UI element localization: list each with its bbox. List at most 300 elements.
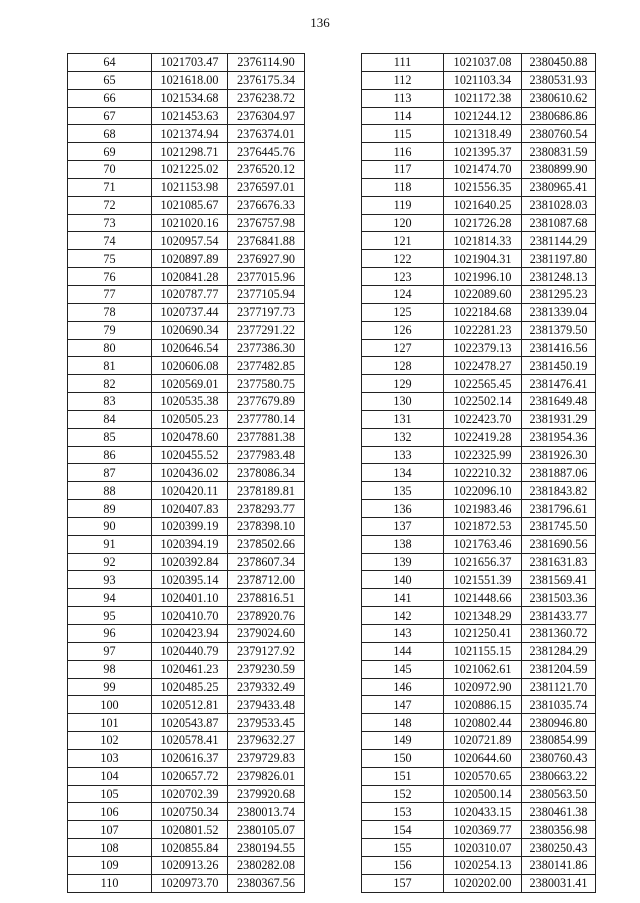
y-coordinate-cell: 2381569.41 <box>522 571 596 589</box>
x-coordinate-cell: 1020455.52 <box>152 446 228 464</box>
y-coordinate-cell: 2377580.75 <box>228 375 305 393</box>
y-coordinate-cell: 2380610.62 <box>522 89 596 107</box>
point-number-cell: 126 <box>362 321 444 339</box>
table-row <box>362 339 596 357</box>
y-coordinate-cell: 2380899.90 <box>522 161 596 179</box>
x-coordinate-cell: 1021395.37 <box>444 143 522 161</box>
x-coordinate-cell: 1020787.77 <box>152 285 228 303</box>
x-coordinate-cell: 1020801.52 <box>152 821 228 839</box>
x-coordinate-cell: 1021225.02 <box>152 161 228 179</box>
x-coordinate-cell: 1021904.31 <box>444 250 522 268</box>
point-number-cell: 127 <box>362 339 444 357</box>
table-row <box>362 821 596 839</box>
x-coordinate-cell: 1020578.41 <box>152 732 228 750</box>
table-row <box>362 839 596 857</box>
table-row <box>68 250 305 268</box>
x-coordinate-cell: 1020395.14 <box>152 571 228 589</box>
point-number-cell: 78 <box>68 303 152 321</box>
x-coordinate-cell: 1020310.07 <box>444 839 522 857</box>
x-coordinate-cell: 1020369.77 <box>444 821 522 839</box>
x-coordinate-cell: 1020616.37 <box>152 749 228 767</box>
x-coordinate-cell: 1021656.37 <box>444 553 522 571</box>
y-coordinate-cell: 2380965.41 <box>522 178 596 196</box>
x-coordinate-cell: 1020702.39 <box>152 785 228 803</box>
y-coordinate-cell: 2380013.74 <box>228 803 305 821</box>
x-coordinate-cell: 1020543.87 <box>152 714 228 732</box>
x-coordinate-cell: 1020478.60 <box>152 428 228 446</box>
table-row <box>362 303 596 321</box>
x-coordinate-cell: 1020913.26 <box>152 856 228 874</box>
table-row <box>68 268 305 286</box>
point-number-cell: 129 <box>362 375 444 393</box>
y-coordinate-cell: 2377679.89 <box>228 393 305 411</box>
x-coordinate-cell: 1020500.14 <box>444 785 522 803</box>
y-coordinate-cell: 2381690.56 <box>522 535 596 553</box>
y-coordinate-cell: 2381796.61 <box>522 500 596 518</box>
table-row <box>362 375 596 393</box>
x-coordinate-cell: 1020202.00 <box>444 874 522 892</box>
y-coordinate-cell: 2381379.50 <box>522 321 596 339</box>
point-number-cell: 145 <box>362 660 444 678</box>
x-coordinate-cell: 1020886.15 <box>444 696 522 714</box>
point-number-cell: 113 <box>362 89 444 107</box>
point-number-cell: 139 <box>362 553 444 571</box>
x-coordinate-cell: 1020841.28 <box>152 268 228 286</box>
x-coordinate-cell: 1020750.34 <box>152 803 228 821</box>
x-coordinate-cell: 1020505.23 <box>152 410 228 428</box>
point-number-cell: 84 <box>68 410 152 428</box>
table-row <box>362 89 596 107</box>
x-coordinate-cell: 1020392.84 <box>152 553 228 571</box>
table-row <box>68 143 305 161</box>
table-row <box>68 285 305 303</box>
table-row <box>362 143 596 161</box>
table-row <box>362 874 596 892</box>
table-row <box>68 303 305 321</box>
x-coordinate-cell: 1022325.99 <box>444 446 522 464</box>
table-row <box>362 856 596 874</box>
point-number-cell: 102 <box>68 732 152 750</box>
table-row <box>68 749 305 767</box>
table-row <box>68 803 305 821</box>
y-coordinate-cell: 2381284.29 <box>522 642 596 660</box>
y-coordinate-cell: 2379533.45 <box>228 714 305 732</box>
y-coordinate-cell: 2380563.50 <box>522 785 596 803</box>
table-row <box>362 571 596 589</box>
y-coordinate-cell: 2381197.80 <box>522 250 596 268</box>
y-coordinate-cell: 2380760.54 <box>522 125 596 143</box>
point-number-cell: 68 <box>68 125 152 143</box>
y-coordinate-cell: 2379920.68 <box>228 785 305 803</box>
point-number-cell: 99 <box>68 678 152 696</box>
y-coordinate-cell: 2380946.80 <box>522 714 596 732</box>
x-coordinate-cell: 1021348.29 <box>444 607 522 625</box>
table-row <box>68 232 305 250</box>
y-coordinate-cell: 2376676.33 <box>228 196 305 214</box>
point-number-cell: 72 <box>68 196 152 214</box>
table-row <box>68 696 305 714</box>
x-coordinate-cell: 1020440.79 <box>152 642 228 660</box>
y-coordinate-cell: 2378086.34 <box>228 464 305 482</box>
x-coordinate-cell: 1020690.34 <box>152 321 228 339</box>
point-number-cell: 120 <box>362 214 444 232</box>
x-coordinate-cell: 1021020.16 <box>152 214 228 232</box>
y-coordinate-cell: 2381433.77 <box>522 607 596 625</box>
table-row <box>68 125 305 143</box>
point-number-cell: 83 <box>68 393 152 411</box>
point-number-cell: 98 <box>68 660 152 678</box>
point-number-cell: 146 <box>362 678 444 696</box>
x-coordinate-cell: 1020512.81 <box>152 696 228 714</box>
point-number-cell: 74 <box>68 232 152 250</box>
table-row <box>362 535 596 553</box>
x-coordinate-cell: 1020972.90 <box>444 678 522 696</box>
point-number-cell: 140 <box>362 571 444 589</box>
table-row <box>362 178 596 196</box>
point-number-cell: 77 <box>68 285 152 303</box>
y-coordinate-cell: 2376374.01 <box>228 125 305 143</box>
y-coordinate-cell: 2379127.92 <box>228 642 305 660</box>
y-coordinate-cell: 2376175.34 <box>228 71 305 89</box>
x-coordinate-cell: 1022565.45 <box>444 375 522 393</box>
x-coordinate-cell: 1020407.83 <box>152 500 228 518</box>
x-coordinate-cell: 1022210.32 <box>444 464 522 482</box>
x-coordinate-cell: 1021250.41 <box>444 625 522 643</box>
y-coordinate-cell: 2380031.41 <box>522 874 596 892</box>
point-number-cell: 149 <box>362 732 444 750</box>
x-coordinate-cell: 1020394.19 <box>152 535 228 553</box>
x-coordinate-cell: 1022502.14 <box>444 393 522 411</box>
y-coordinate-cell: 2381028.03 <box>522 196 596 214</box>
point-number-cell: 104 <box>68 767 152 785</box>
y-coordinate-cell: 2380831.59 <box>522 143 596 161</box>
point-number-cell: 67 <box>68 107 152 125</box>
table-row <box>68 321 305 339</box>
point-number-cell: 125 <box>362 303 444 321</box>
x-coordinate-cell: 1020855.84 <box>152 839 228 857</box>
y-coordinate-cell: 2377983.48 <box>228 446 305 464</box>
point-number-cell: 154 <box>362 821 444 839</box>
x-coordinate-cell: 1021814.33 <box>444 232 522 250</box>
x-coordinate-cell: 1021103.34 <box>444 71 522 89</box>
x-coordinate-cell: 1020461.23 <box>152 660 228 678</box>
y-coordinate-cell: 2376757.98 <box>228 214 305 232</box>
x-coordinate-cell: 1020410.70 <box>152 607 228 625</box>
table-row <box>362 660 596 678</box>
y-coordinate-cell: 2380141.86 <box>522 856 596 874</box>
point-number-cell: 117 <box>362 161 444 179</box>
x-coordinate-cell: 1021374.94 <box>152 125 228 143</box>
point-number-cell: 81 <box>68 357 152 375</box>
x-coordinate-cell: 1021872.53 <box>444 517 522 535</box>
x-coordinate-cell: 1021155.15 <box>444 642 522 660</box>
point-number-cell: 112 <box>362 71 444 89</box>
x-coordinate-cell: 1021726.28 <box>444 214 522 232</box>
y-coordinate-cell: 2377291.22 <box>228 321 305 339</box>
x-coordinate-cell: 1020570.65 <box>444 767 522 785</box>
x-coordinate-cell: 1020569.01 <box>152 375 228 393</box>
point-number-cell: 75 <box>68 250 152 268</box>
point-number-cell: 87 <box>68 464 152 482</box>
point-number-cell: 123 <box>362 268 444 286</box>
point-number-cell: 121 <box>362 232 444 250</box>
x-coordinate-cell: 1020897.89 <box>152 250 228 268</box>
y-coordinate-cell: 2378189.81 <box>228 482 305 500</box>
y-coordinate-cell: 2381087.68 <box>522 214 596 232</box>
point-number-cell: 143 <box>362 625 444 643</box>
table-row <box>68 839 305 857</box>
table-row <box>68 785 305 803</box>
point-number-cell: 76 <box>68 268 152 286</box>
point-number-cell: 80 <box>68 339 152 357</box>
point-number-cell: 79 <box>68 321 152 339</box>
y-coordinate-cell: 2379332.49 <box>228 678 305 696</box>
x-coordinate-cell: 1021983.46 <box>444 500 522 518</box>
table-row <box>362 321 596 339</box>
x-coordinate-cell: 1021551.39 <box>444 571 522 589</box>
table-row <box>362 250 596 268</box>
table-row <box>68 714 305 732</box>
x-coordinate-cell: 1021153.98 <box>152 178 228 196</box>
y-coordinate-cell: 2379024.60 <box>228 625 305 643</box>
y-coordinate-cell: 2381745.50 <box>522 517 596 535</box>
table-row <box>362 107 596 125</box>
y-coordinate-cell: 2376445.76 <box>228 143 305 161</box>
point-number-cell: 130 <box>362 393 444 411</box>
table-row <box>362 410 596 428</box>
table-row <box>362 767 596 785</box>
x-coordinate-cell: 1020737.44 <box>152 303 228 321</box>
x-coordinate-cell: 1020485.25 <box>152 678 228 696</box>
table-row <box>362 732 596 750</box>
x-coordinate-cell: 1020657.72 <box>152 767 228 785</box>
x-coordinate-cell: 1020644.60 <box>444 749 522 767</box>
point-number-cell: 86 <box>68 446 152 464</box>
point-number-cell: 95 <box>68 607 152 625</box>
point-number-cell: 152 <box>362 785 444 803</box>
coordinates-table-right <box>361 53 596 893</box>
table-row <box>362 500 596 518</box>
x-coordinate-cell: 1020420.11 <box>152 482 228 500</box>
point-number-cell: 65 <box>68 71 152 89</box>
point-number-cell: 97 <box>68 642 152 660</box>
point-number-cell: 135 <box>362 482 444 500</box>
x-coordinate-cell: 1021618.00 <box>152 71 228 89</box>
x-coordinate-cell: 1020606.08 <box>152 357 228 375</box>
table-row <box>68 446 305 464</box>
point-number-cell: 107 <box>68 821 152 839</box>
point-number-cell: 92 <box>68 553 152 571</box>
table-row <box>362 642 596 660</box>
y-coordinate-cell: 2380686.86 <box>522 107 596 125</box>
point-number-cell: 118 <box>362 178 444 196</box>
table-row <box>68 54 305 72</box>
table-row <box>362 232 596 250</box>
table-row <box>362 161 596 179</box>
table-row <box>68 553 305 571</box>
point-number-cell: 147 <box>362 696 444 714</box>
table-row <box>68 428 305 446</box>
y-coordinate-cell: 2376520.12 <box>228 161 305 179</box>
x-coordinate-cell: 1021534.68 <box>152 89 228 107</box>
x-coordinate-cell: 1020399.19 <box>152 517 228 535</box>
point-number-cell: 124 <box>362 285 444 303</box>
y-coordinate-cell: 2381295.23 <box>522 285 596 303</box>
x-coordinate-cell: 1022379.13 <box>444 339 522 357</box>
x-coordinate-cell: 1020721.89 <box>444 732 522 750</box>
x-coordinate-cell: 1020802.44 <box>444 714 522 732</box>
y-coordinate-cell: 2380356.98 <box>522 821 596 839</box>
x-coordinate-cell: 1022419.28 <box>444 428 522 446</box>
y-coordinate-cell: 2380250.43 <box>522 839 596 857</box>
y-coordinate-cell: 2381144.29 <box>522 232 596 250</box>
y-coordinate-cell: 2376114.90 <box>228 54 305 72</box>
y-coordinate-cell: 2376304.97 <box>228 107 305 125</box>
point-number-cell: 100 <box>68 696 152 714</box>
y-coordinate-cell: 2380854.99 <box>522 732 596 750</box>
table-row <box>68 607 305 625</box>
table-row <box>68 571 305 589</box>
y-coordinate-cell: 2379433.48 <box>228 696 305 714</box>
table-row <box>362 71 596 89</box>
point-number-cell: 115 <box>362 125 444 143</box>
x-coordinate-cell: 1022423.70 <box>444 410 522 428</box>
table-row <box>362 803 596 821</box>
y-coordinate-cell: 2376238.72 <box>228 89 305 107</box>
x-coordinate-cell: 1021763.46 <box>444 535 522 553</box>
point-number-cell: 119 <box>362 196 444 214</box>
table-row <box>68 821 305 839</box>
point-number-cell: 91 <box>68 535 152 553</box>
x-coordinate-cell: 1021448.66 <box>444 589 522 607</box>
x-coordinate-cell: 1020973.70 <box>152 874 228 892</box>
table-row <box>68 767 305 785</box>
y-coordinate-cell: 2381887.06 <box>522 464 596 482</box>
x-coordinate-cell: 1021474.70 <box>444 161 522 179</box>
table-row <box>362 214 596 232</box>
point-number-cell: 109 <box>68 856 152 874</box>
table-row <box>362 553 596 571</box>
table-row <box>362 285 596 303</box>
y-coordinate-cell: 2381926.30 <box>522 446 596 464</box>
table-row <box>68 375 305 393</box>
point-number-cell: 106 <box>68 803 152 821</box>
point-number-cell: 155 <box>362 839 444 857</box>
table-row <box>68 625 305 643</box>
x-coordinate-cell: 1021640.25 <box>444 196 522 214</box>
y-coordinate-cell: 2377105.94 <box>228 285 305 303</box>
table-row <box>68 393 305 411</box>
y-coordinate-cell: 2377881.38 <box>228 428 305 446</box>
y-coordinate-cell: 2378502.66 <box>228 535 305 553</box>
point-number-cell: 150 <box>362 749 444 767</box>
x-coordinate-cell: 1021244.12 <box>444 107 522 125</box>
table-row <box>68 678 305 696</box>
y-coordinate-cell: 2381843.82 <box>522 482 596 500</box>
y-coordinate-cell: 2377386.30 <box>228 339 305 357</box>
point-number-cell: 133 <box>362 446 444 464</box>
point-number-cell: 71 <box>68 178 152 196</box>
y-coordinate-cell: 2376927.90 <box>228 250 305 268</box>
table-row <box>362 678 596 696</box>
table-row <box>68 482 305 500</box>
y-coordinate-cell: 2378816.51 <box>228 589 305 607</box>
y-coordinate-cell: 2378607.34 <box>228 553 305 571</box>
y-coordinate-cell: 2381503.36 <box>522 589 596 607</box>
table-row <box>68 196 305 214</box>
point-number-cell: 114 <box>362 107 444 125</box>
x-coordinate-cell: 1021085.67 <box>152 196 228 214</box>
point-number-cell: 131 <box>362 410 444 428</box>
x-coordinate-cell: 1020957.54 <box>152 232 228 250</box>
table-row <box>68 589 305 607</box>
x-coordinate-cell: 1022096.10 <box>444 482 522 500</box>
y-coordinate-cell: 2381121.70 <box>522 678 596 696</box>
table-row <box>68 161 305 179</box>
x-coordinate-cell: 1021453.63 <box>152 107 228 125</box>
table-row <box>68 89 305 107</box>
table-row <box>362 125 596 143</box>
y-coordinate-cell: 2381339.04 <box>522 303 596 321</box>
y-coordinate-cell: 2381204.59 <box>522 660 596 678</box>
y-coordinate-cell: 2378398.10 <box>228 517 305 535</box>
y-coordinate-cell: 2381931.29 <box>522 410 596 428</box>
table-row <box>68 410 305 428</box>
point-number-cell: 89 <box>68 500 152 518</box>
y-coordinate-cell: 2377780.14 <box>228 410 305 428</box>
table-row <box>362 785 596 803</box>
y-coordinate-cell: 2378712.00 <box>228 571 305 589</box>
x-coordinate-cell: 1022184.68 <box>444 303 522 321</box>
coordinates-table-left <box>67 53 305 893</box>
table-row <box>68 874 305 892</box>
point-number-cell: 128 <box>362 357 444 375</box>
table-row <box>68 107 305 125</box>
point-number-cell: 142 <box>362 607 444 625</box>
point-number-cell: 116 <box>362 143 444 161</box>
point-number-cell: 101 <box>68 714 152 732</box>
y-coordinate-cell: 2379230.59 <box>228 660 305 678</box>
y-coordinate-cell: 2381035.74 <box>522 696 596 714</box>
y-coordinate-cell: 2379632.27 <box>228 732 305 750</box>
table-row <box>68 214 305 232</box>
x-coordinate-cell: 1021318.49 <box>444 125 522 143</box>
y-coordinate-cell: 2381450.19 <box>522 357 596 375</box>
point-number-cell: 82 <box>68 375 152 393</box>
point-number-cell: 85 <box>68 428 152 446</box>
point-number-cell: 93 <box>68 571 152 589</box>
table-row <box>362 428 596 446</box>
table-row <box>68 517 305 535</box>
y-coordinate-cell: 2381248.13 <box>522 268 596 286</box>
y-coordinate-cell: 2380461.38 <box>522 803 596 821</box>
x-coordinate-cell: 1021996.10 <box>444 268 522 286</box>
table-row <box>362 268 596 286</box>
point-number-cell: 66 <box>68 89 152 107</box>
x-coordinate-cell: 1021172.38 <box>444 89 522 107</box>
x-coordinate-cell: 1020433.15 <box>444 803 522 821</box>
table-row <box>362 196 596 214</box>
point-number-cell: 88 <box>68 482 152 500</box>
x-coordinate-cell: 1022281.23 <box>444 321 522 339</box>
table-row <box>68 856 305 874</box>
page-number: 136 <box>310 15 330 30</box>
x-coordinate-cell: 1021703.47 <box>152 54 228 72</box>
x-coordinate-cell: 1020401.10 <box>152 589 228 607</box>
table-row <box>68 464 305 482</box>
y-coordinate-cell: 2377015.96 <box>228 268 305 286</box>
y-coordinate-cell: 2381954.36 <box>522 428 596 446</box>
